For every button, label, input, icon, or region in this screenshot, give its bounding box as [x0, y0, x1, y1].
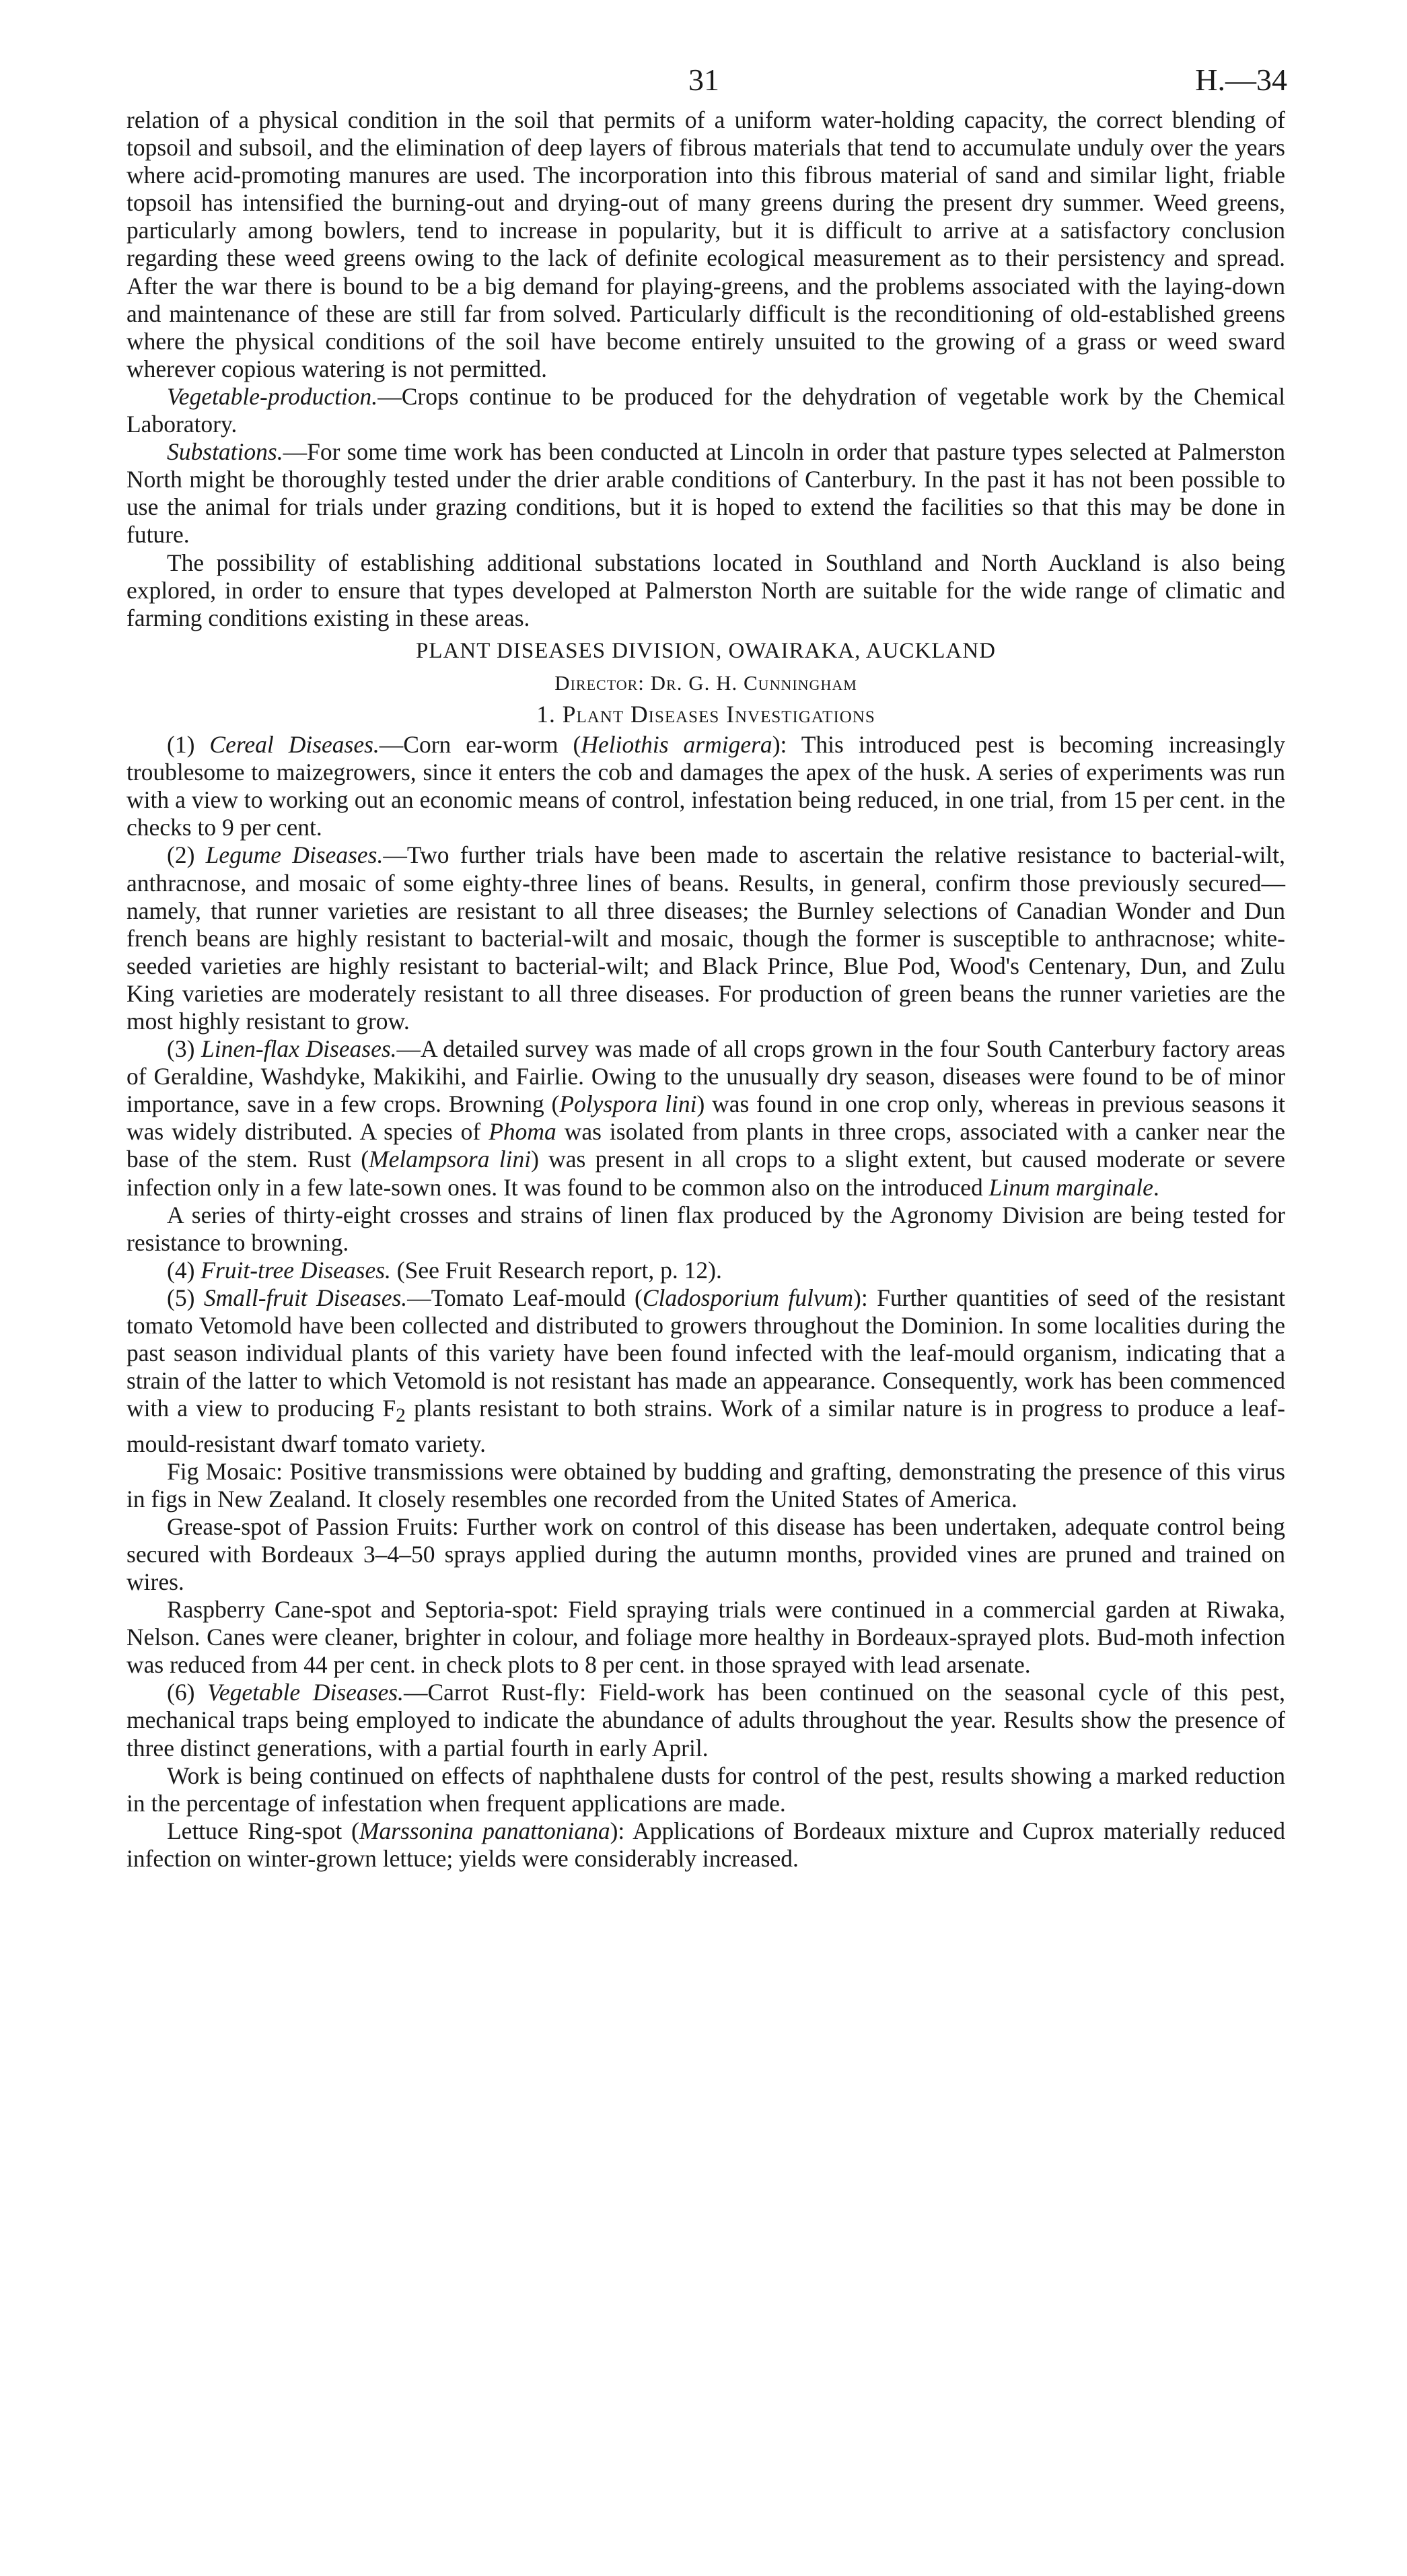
item-number: (2)	[167, 841, 195, 869]
subscript: 2	[396, 1405, 406, 1427]
paragraph: Work is being continued on effects of naphthalene dusts for control of the pest, results showing a marked reduction in the percentage of infestation when frequent applications are made.	[127, 1762, 1285, 1817]
paragraph	[127, 1284, 1285, 1458]
paragraph-heading: Legume Diseases.	[205, 841, 384, 869]
paragraph	[127, 1257, 1285, 1284]
species-name: Heliothis armigera	[581, 731, 772, 759]
paragraph-heading: Vegetable Diseases.	[207, 1679, 404, 1706]
paragraph	[127, 841, 1285, 1035]
director-line: Director: Dr. G. H. Cunningham	[554, 670, 857, 695]
paragraph-text: .	[1153, 1173, 1159, 1201]
document-body	[127, 106, 1285, 1873]
paragraph-heading: Cereal Diseases.	[209, 731, 380, 759]
paragraph-text: —Corn ear-worm (	[379, 731, 581, 759]
paragraph-text: ) was found in one crop only, whereas in previous seasons it was widely distributed. A species of	[127, 1090, 1285, 1146]
item-number: (1)	[167, 731, 195, 759]
paragraph: A series of thirty-eight crosses and strains of linen flax produced by the Agronomy Division are being tested for resistance to browning.	[127, 1201, 1285, 1256]
species-name: Marssonina panattoniana	[359, 1817, 610, 1844]
paragraph-text: —Two further trials have been made to ascertain the relative resistance to bacterial-wilt, anthracnose, and mosaic of some eighty-three lines of beans. Results, in general, confirm those previously secured—namely, that runner varieties are resistant to all three diseases; the Burnley selections of Canadian Wonder and Dun french beans are highly resistant to bacterial-wilt and mosaic, though the former is susceptible to anthracnose; white-seeded varieties are highly resistant to bacterial-wilt; and Black Prince, Blue Pod, Wood's Centenary, Dun, and Zulu King varieties are moderately resistant to all three diseases. For production of green beans the runner varieties are the most highly resistant to grow.	[127, 841, 1286, 1035]
item-number: (3)	[167, 1035, 195, 1063]
paragraph-text: ): Further quantities of seed of the resistant tomato Vetomold have been collected and distributed to growers throughout the Dominion. In some localities during the past season individual plants of this variety have been found infected with the leaf-mould organism, indicating that a strain of the latter to which Vetomold is not resistant has made an appearance. Consequently, work has been commenced with a view to producing F	[127, 1284, 1286, 1422]
paragraph	[127, 1035, 1285, 1202]
paragraph	[127, 731, 1285, 841]
paragraph-text: ): Applications of Bordeaux mixture and Cuprox materially reduced infection on winter-grown lettuce; yields were considerably increased.	[127, 1817, 1285, 1872]
paragraph: Grease-spot of Passion Fruits: Further work on control of this disease has been undertaken, adequate control being secured with Bordeaux 3–4–50 sprays applied during the autumn months, provided vines are pruned and trained on wires.	[127, 1512, 1285, 1595]
paragraph-text: —Tomato Leaf-mould (	[407, 1284, 643, 1311]
paragraph-text: (See Fruit Research report, p. 12).	[390, 1256, 722, 1284]
paragraph-text: ): This introduced pest is becoming increasingly troublesome to maizegrowers, since it enters the cob and damages the apex of the husk. A series of experiments was run with a view to working out an economic means of control, infestation being reduced, in one trial, from 15 per cent. in the checks to 9 per cent.	[127, 731, 1285, 841]
species-name: Melampsora lini	[369, 1146, 532, 1173]
paragraph-text: —Crops continue to be produced for the dehydration of vegetable work by the Chemical Laboratory.	[127, 382, 1285, 438]
species-name: Phoma	[489, 1118, 556, 1146]
paragraph-text: Lettuce Ring-spot (	[167, 1817, 359, 1844]
paragraph-text: plants resistant to both strains. Work of a similar nature is in progress to produce a leaf-mould-resistant dwarf tomato variety.	[127, 1395, 1285, 1457]
paragraph-heading: Substations.	[167, 438, 283, 466]
paragraph: The possibility of establishing additional substations located in Southland and North Auckland is also being explored, in order to ensure that types developed at Palmerston North are suitable for the wide range of climatic and farming conditions existing in these areas.	[127, 549, 1285, 631]
paragraph-text: —Carrot Rust-fly: Field-work has been continued on the seasonal cycle of this pest, mechanical traps being employed to indicate the abundance of adults throughout the year. Results show the presence of three distinct generations, with a partial fourth in early April.	[127, 1679, 1285, 1762]
item-number: (5)	[167, 1284, 195, 1311]
report-reference: H.—34	[1195, 63, 1287, 97]
paragraph	[127, 383, 1285, 438]
species-name: Cladosporium fulvum	[642, 1284, 854, 1311]
species-name: Linum marginale	[988, 1173, 1153, 1201]
page-number: 31	[688, 63, 719, 97]
species-name: Polyspora lini	[559, 1090, 697, 1118]
paragraph-text: ) was present in all crops to a slight extent, but caused moderate or severe infection only in a few late-sown ones. It was found to be common also on the introduced	[127, 1146, 1285, 1201]
paragraph-heading: Small-fruit Diseases.	[203, 1284, 408, 1311]
paragraph: Raspberry Cane-spot and Septoria-spot: Field spraying trials were continued in a commercial garden at Riwaka, Nelson. Canes were cleaner, brighter in colour, and foliage more healthy in Bordeaux-sprayed plots. Bud-moth infection was reduced from 44 per cent. in check plots to 8 per cent. in those sprayed with lead arsenate.	[127, 1596, 1285, 1679]
paragraph-text: —For some time work has been conducted at Lincoln in order that pasture types selected at Palmerston North might be thoroughly tested under the drier arable conditions of Canterbury. In the past it has not been possible to use the animal for trials under grazing conditions, but it is hoped to extend the facilities so that this may be done in future.	[127, 438, 1285, 549]
paragraph-heading: Linen-flax Diseases.	[201, 1035, 397, 1063]
paragraph-text: —A detailed survey was made of all crops grown in the four South Canterbury factory areas of Geraldine, Washdyke, Makikihi, and Fairlie. Owing to the unusually dry season, diseases were found to be of minor importance, save in a few crops. Browning (	[127, 1035, 1286, 1118]
paragraph-text: was isolated from plants in three crops, associated with a canker near the base of the stem. Rust (	[127, 1118, 1285, 1173]
item-number: (6)	[167, 1679, 195, 1706]
paragraph: relation of a physical condition in the soil that permits of a uniform water-holding capacity, the correct blending of topsoil and subsoil, and the elimination of deep layers of fibrous materials that tend to accumulate unduly over the years where acid-promoting manures are used. The incorporation into this fibrous material of sand and similar light, friable topsoil has intensified the burning-out and drying-out of many greens during the present dry summer. Weed greens, particularly among bowlers, tend to increase in popularity, but it is difficult to arrive at a satisfactory conclusion regarding these weed greens owing to the lack of definite ecological measurement as to their persistency and spread. After the war there is bound to be a big demand for playing-greens, and the problems associated with the laying-down and maintenance of these are still far from solved. Particularly difficult is the reconditioning of old-established greens where the physical conditions of the soil have become entirely unsuited to the growing of a grass or weed sward wherever copious watering is not permitted.	[127, 106, 1285, 382]
paragraph-heading: Vegetable-production.	[167, 382, 378, 410]
paragraph-heading: Fruit-tree Diseases.	[201, 1256, 391, 1284]
section-title: 1. Plant Diseases Investigations	[536, 700, 875, 728]
item-number: (4)	[167, 1256, 195, 1284]
paragraph: Fig Mosaic: Positive transmissions were obtained by budding and grafting, demonstrating the presence of this virus in figs in New Zealand. It closely resembles one recorded from the United States of America.	[127, 1457, 1285, 1512]
division-title: PLANT DISEASES DIVISION, OWAIRAKA, AUCKLAND	[416, 638, 996, 663]
paragraph	[127, 438, 1285, 549]
paragraph	[127, 1679, 1285, 1762]
paragraph	[127, 1817, 1285, 1873]
